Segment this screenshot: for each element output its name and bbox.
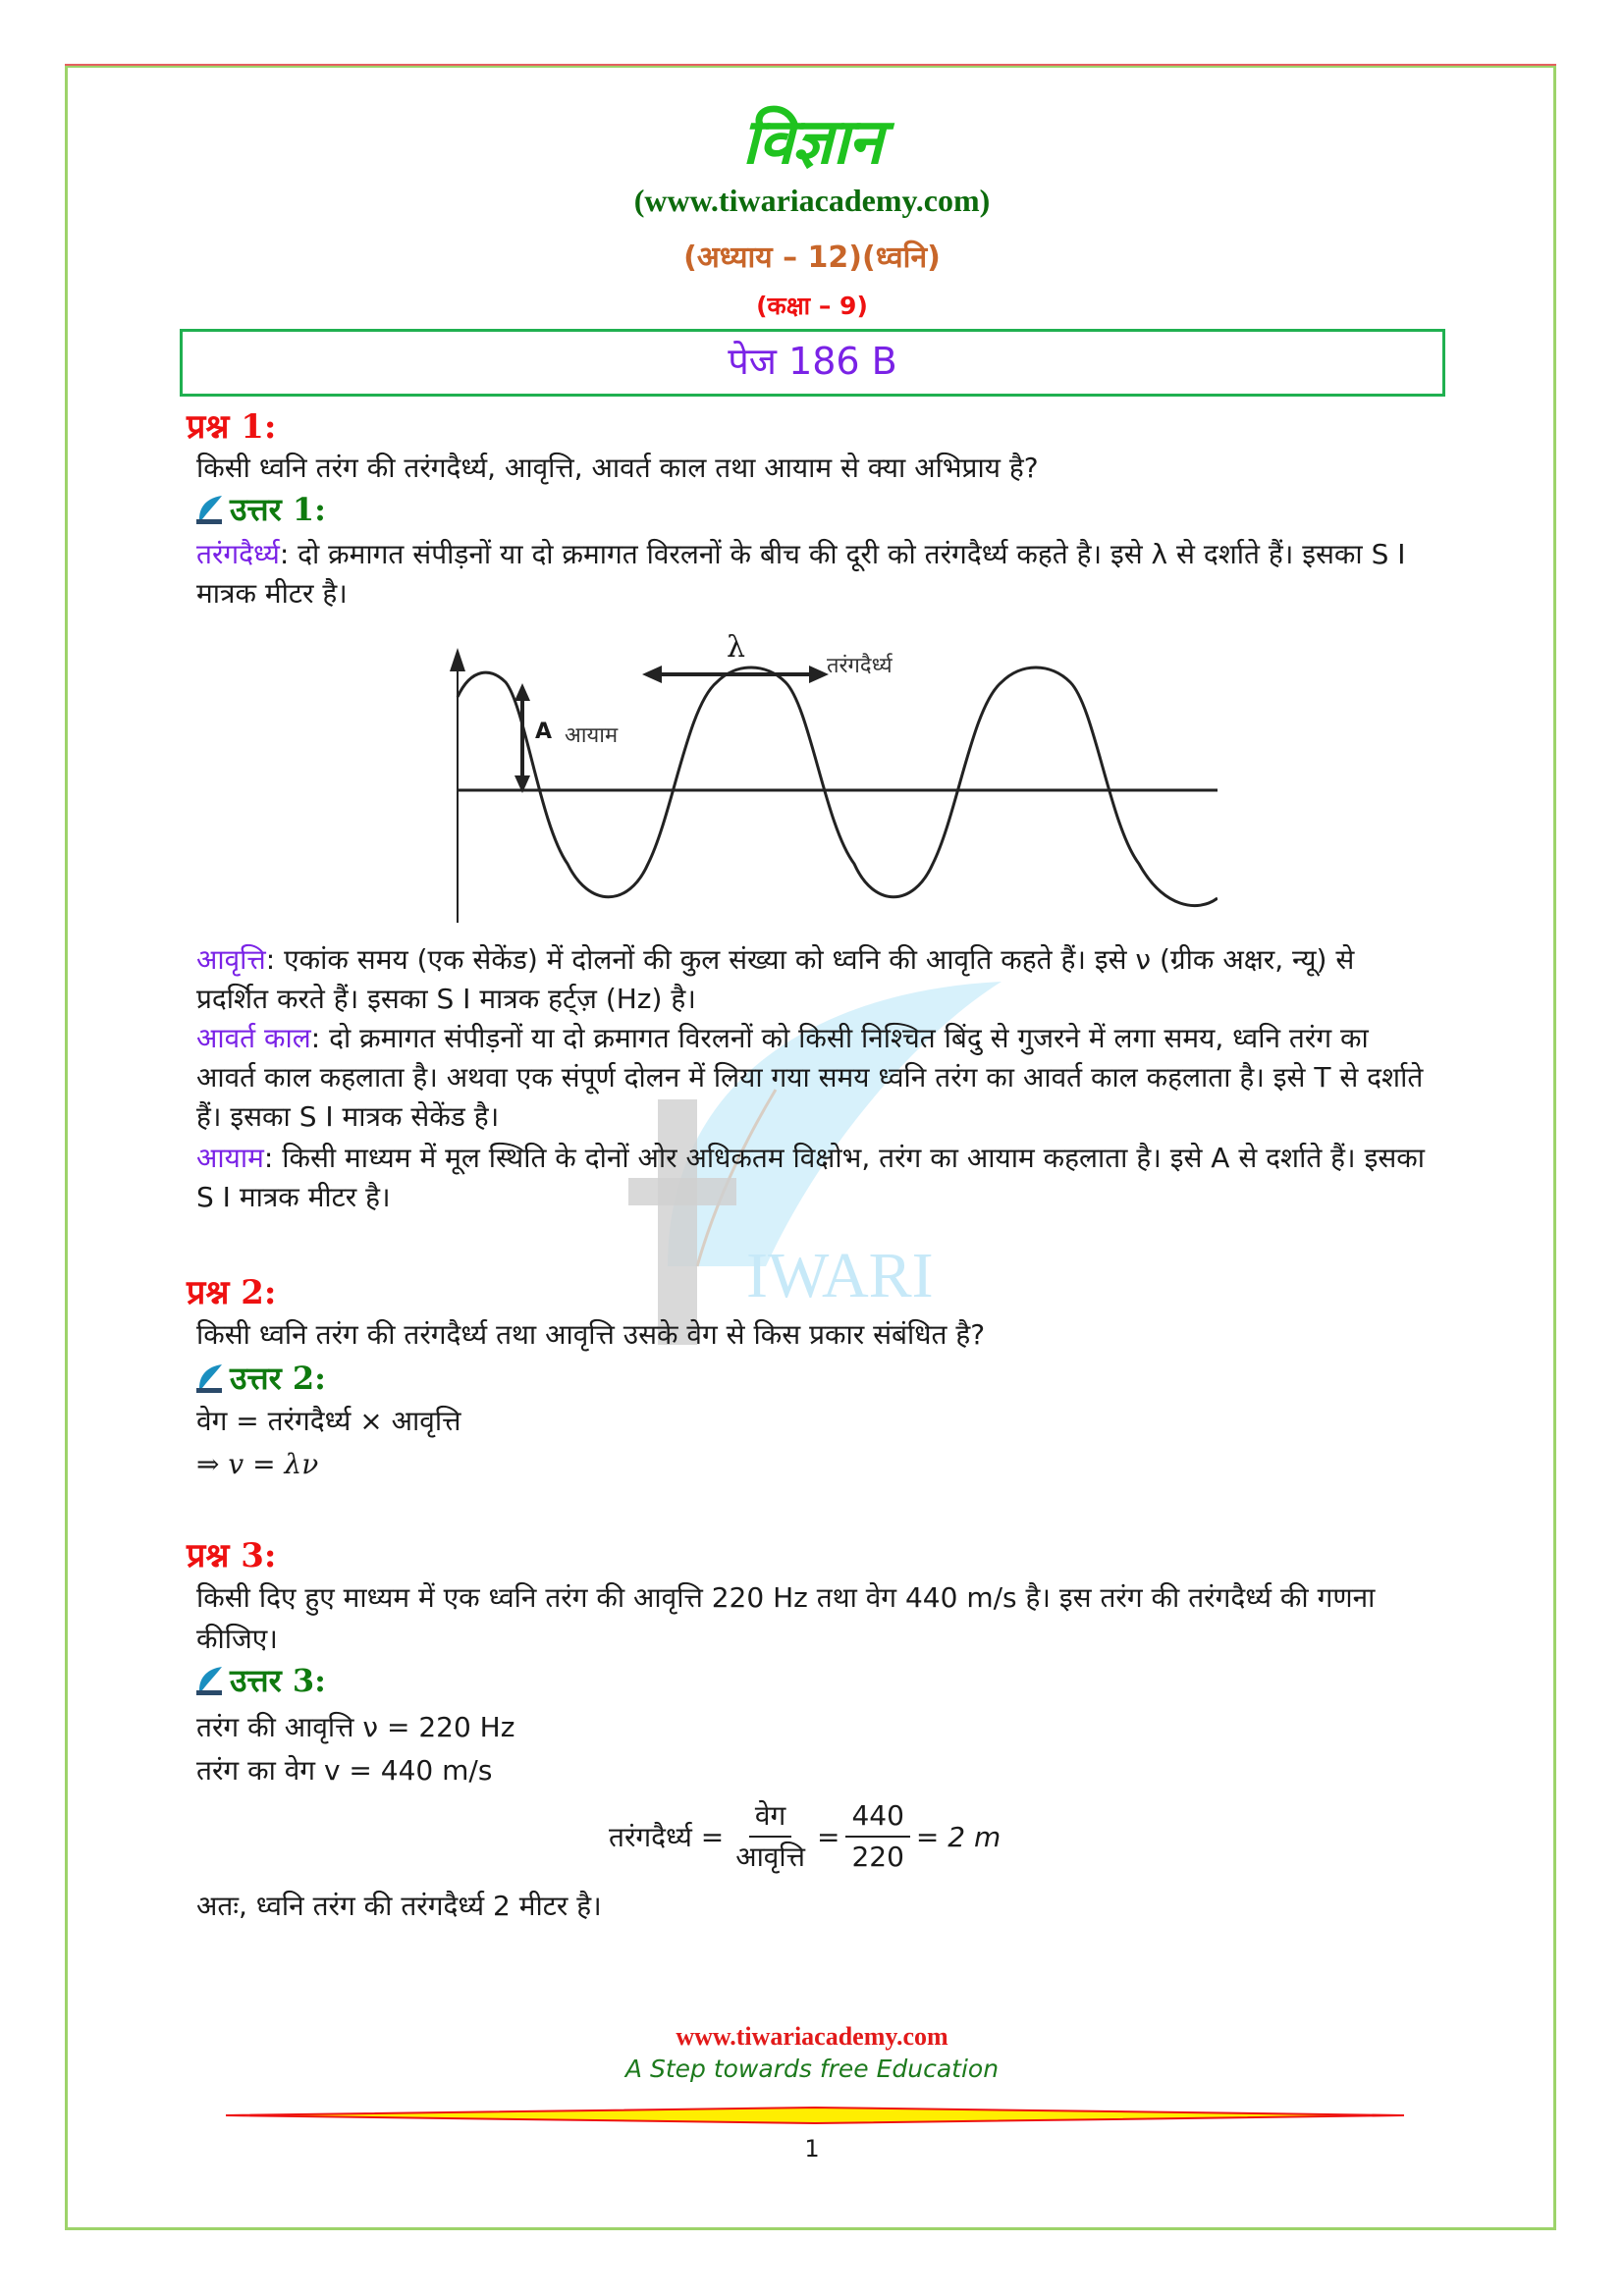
definition-wavelength bbox=[196, 535, 1434, 614]
term-time-period: आवर्त काल bbox=[196, 1022, 311, 1054]
answer-3-line-2: तरंग का वेग v = 440 m/s bbox=[196, 1754, 493, 1787]
question-2-heading: प्रश्न 2: bbox=[187, 1273, 277, 1312]
definition-time-period-text: : दो क्रमागत संपीड़नों या दो क्रमागत विरलनों को किसी निश्चित बिंदु से गुजरने में लगा समय, ध्वनि तरंग का आवर्त काल कहलाता है। अथवा एक संपूर्ण दोलन में लिया गया समय ध्वनि तरंग का आवर्त काल कहलाता है। इसे T से दर्शाते हैं। इसका S I मात्रक सेकेंड है। bbox=[196, 1022, 1424, 1133]
wavelength-arrow-right-icon bbox=[809, 666, 829, 683]
definition-amplitude-text: : किसी माध्यम में मूल स्थिति के दोनों ओर अधिकतम विक्षोभ, तरंग का आयाम कहलाता है। इसे A से दर्शाते हैं। इसका S I मात्रक मीटर है। bbox=[196, 1142, 1425, 1213]
question-2-text: किसी ध्वनि तरंग की तरंगदैर्ध्य तथा आवृत्ति उसके वेग से किस प्रकार संबंधित है? bbox=[196, 1318, 986, 1351]
y-axis-arrow-icon bbox=[450, 648, 465, 671]
wave-diagram bbox=[432, 628, 1218, 923]
answer-2-label: उत्तर 2: bbox=[230, 1360, 326, 1397]
class-label: (कक्षा – 9) bbox=[756, 292, 868, 320]
tiwari-leaf-icon bbox=[194, 1362, 224, 1394]
watermark-text: IWARI bbox=[746, 1240, 934, 1311]
lambda-label: λ bbox=[727, 630, 746, 665]
definition-frequency bbox=[196, 940, 1434, 1019]
answer-2-line-2: ⇒ v = λν bbox=[196, 1448, 319, 1480]
definition-amplitude bbox=[196, 1139, 1434, 1217]
fraction-numerator: 440 bbox=[845, 1796, 909, 1838]
formula-lhs: तरंगदैर्ध्य = bbox=[609, 1821, 725, 1853]
term-wavelength: तरंगदैर्ध्य bbox=[196, 538, 280, 570]
definition-time-period bbox=[196, 1019, 1434, 1137]
amplitude-label: आयाम bbox=[565, 723, 619, 748]
fraction-denominator: आवृत्ति bbox=[735, 1841, 805, 1873]
header-website[interactable]: (www.tiwariacademy.com) bbox=[633, 183, 991, 218]
fraction-denominator: 220 bbox=[851, 1841, 904, 1873]
definition-wavelength-text: : दो क्रमागत संपीड़नों या दो क्रमागत विरलनों के बीच की दूरी को तरंगदैर्ध्य कहते है। इसे λ से दर्शाते हैं। इसका S I मात्रक मीटर है। bbox=[196, 538, 1406, 610]
question-3-text: किसी दिए हुए माध्यम में एक ध्वनि तरंग की आवृत्ति 220 Hz तथा वेग 440 m/s है। इस तरंग की तरंगदैर्ध्य की गणना कीजिए। bbox=[196, 1581, 1376, 1655]
question-1-heading: प्रश्न 1: bbox=[187, 407, 277, 447]
answer-3-line-1: तरंग की आवृत्ति ν = 220 Hz bbox=[196, 1711, 515, 1743]
formula-equals: = bbox=[816, 1820, 840, 1853]
fraction-values bbox=[845, 1796, 909, 1877]
wavelength-arrow-left-icon bbox=[642, 666, 662, 683]
answer-3-conclusion: अतः, ध्वनि तरंग की तरंगदैर्ध्य 2 मीटर है। bbox=[196, 1890, 602, 1922]
term-frequency: आवृत्ति bbox=[196, 943, 266, 976]
footer-tagline: A Step towards free Education bbox=[624, 2055, 1000, 2083]
page-label-box bbox=[180, 329, 1445, 397]
wavelength-formula bbox=[609, 1796, 1001, 1877]
answer-3-heading bbox=[194, 1659, 326, 1701]
tiwari-leaf-icon bbox=[194, 494, 224, 525]
page-number: 1 bbox=[804, 2135, 820, 2163]
answer-3-label: उत्तर 3: bbox=[230, 1662, 326, 1699]
footer-website-link[interactable]: www.tiwariacademy.com bbox=[676, 2022, 948, 2051]
amplitude-symbol: A bbox=[535, 720, 553, 744]
sine-wave bbox=[458, 667, 1218, 906]
subject-title: विज्ञान bbox=[741, 106, 883, 179]
wavelength-label: तरंगदैर्ध्य bbox=[827, 654, 893, 678]
fraction-velocity-frequency bbox=[730, 1796, 811, 1877]
tiwari-leaf-icon bbox=[194, 1665, 224, 1696]
definition-frequency-text: : एकांक समय (एक सेकेंड) में दोलनों की कुल संख्या को ध्वनि की आवृति कहते हैं। इसे ν (ग्रीक अक्षर, न्यू) से प्रदर्शित करते हैं। इसका S I मात्रक हर्ट्ज़ (Hz) है। bbox=[196, 943, 1355, 1015]
question-3-heading: प्रश्न 3: bbox=[187, 1536, 277, 1575]
question-1-text: किसी ध्वनि तरंग की तरंगदैर्ध्य, आवृत्ति, आवर्त काल तथा आयाम से क्या अभिप्राय है? bbox=[196, 452, 1039, 484]
page-label: पेज 186 B bbox=[728, 340, 897, 383]
chapter-label: (अध्याय – 12)(ध्वनि) bbox=[683, 240, 941, 275]
formula-result: = 2 m bbox=[915, 1820, 1001, 1853]
answer-2-line-1: वेग = तरंगदैर्ध्य × आवृत्ति bbox=[196, 1405, 461, 1437]
fraction-numerator: वेग bbox=[749, 1796, 791, 1838]
footer-divider bbox=[226, 2106, 1404, 2125]
answer-2-heading bbox=[194, 1357, 326, 1399]
term-amplitude: आयाम bbox=[196, 1142, 264, 1174]
answer-1-heading bbox=[194, 488, 326, 530]
amplitude-arrow-up-icon bbox=[514, 683, 530, 701]
answer-1-label: उत्तर 1: bbox=[230, 491, 326, 528]
